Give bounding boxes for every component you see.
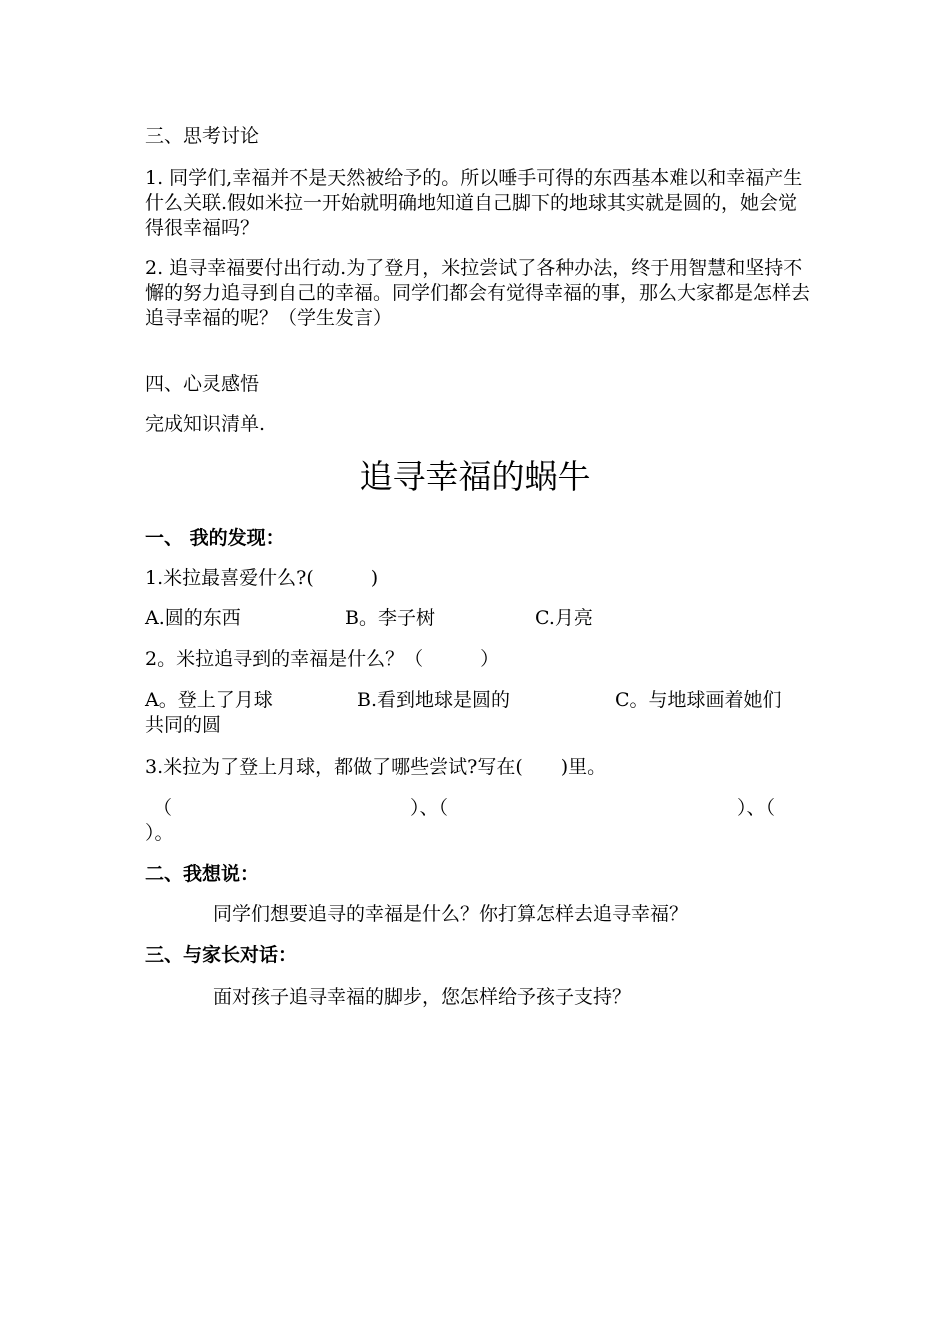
part1-heading: 一、 我的发现： xyxy=(145,527,285,549)
blank-close-open-3: ）、（ xyxy=(737,797,776,819)
discussion-paragraph-1: 1. 同学们,幸福并不是天然被给予的。所以唾手可得的东西基本难以和幸福产生什么关联.假如米拉一开始就明确地知道自己脚下的地球其实就是圆的，她会觉得很幸福吗？ xyxy=(145,167,803,239)
q2-option-a: A。登上了月球 xyxy=(145,689,273,711)
blank-open-1: （ xyxy=(153,797,173,819)
question-2: 2。米拉追寻到的幸福是什么？（ ） xyxy=(145,648,500,670)
blank-close-open-2: ）、（ xyxy=(410,797,449,819)
reflection-line: 完成知识清单. xyxy=(145,413,266,435)
part3-heading: 三、与家长对话： xyxy=(145,944,298,966)
q1-option-b: B。李子树 xyxy=(345,607,435,629)
section-heading-reflection: 四、心灵感悟 xyxy=(145,373,260,395)
section-heading-discussion: 三、思考讨论 xyxy=(145,125,260,147)
question-3-blanks-end: ）。 xyxy=(145,822,174,844)
q1-option-c: C.月亮 xyxy=(535,607,593,629)
q2-option-b: B.看到地球是圆的 xyxy=(357,689,511,711)
worksheet-title: 追寻幸福的蜗牛 xyxy=(359,457,591,496)
part2-text: 同学们想要追寻的幸福是什么？你打算怎样去追寻幸福？ xyxy=(213,903,689,925)
question-2-option-c-continued: 共同的圆 xyxy=(145,714,222,736)
part2-heading: 二、我想说： xyxy=(145,863,260,885)
part3-text: 面对孩子追寻幸福的脚步，您怎样给予孩子支持？ xyxy=(213,986,632,1008)
question-1: 1.米拉最喜爱什么?( ) xyxy=(145,567,379,589)
q2-option-c: C。与地球画着她们 xyxy=(615,689,782,711)
q1-option-a: A.圆的东西 xyxy=(145,607,241,629)
question-3: 3.米拉为了登上月球，都做了哪些尝试?写在( )里。 xyxy=(145,756,607,778)
discussion-paragraph-2: 2. 追寻幸福要付出行动.为了登月，米拉尝试了各种办法，终于用智慧和坚持不懈的努力追寻到自己的幸福。同学们都会有觉得幸福的事，那么大家都是怎样去追寻幸福的呢？（学生发言） xyxy=(145,257,811,329)
